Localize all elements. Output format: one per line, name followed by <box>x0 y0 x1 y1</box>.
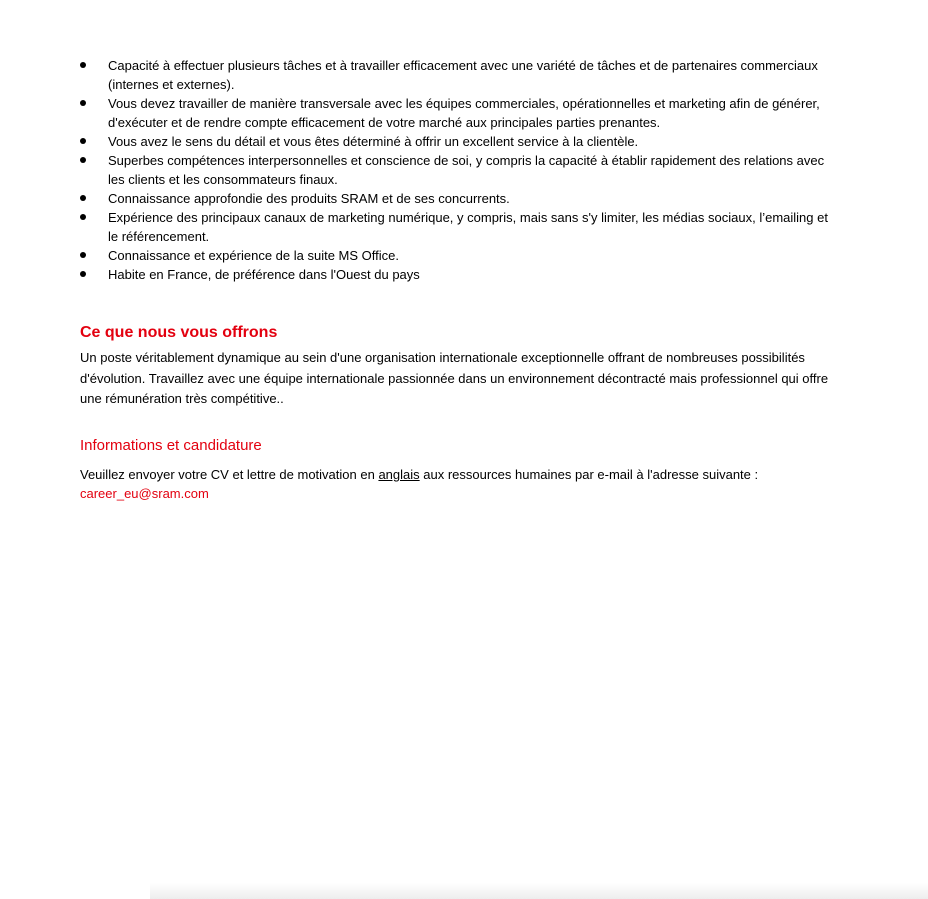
offer-paragraph: Un poste véritablement dynamique au sein d'une organisation internationale exceptionnelle offrant de nombreuses possibilités d'évolution. Travaillez avec une équipe internationale passionnée dans un environnement décontracté mais professionnel qui offre une rémunération très compétitive.. <box>80 350 829 406</box>
list-item-text: Vous devez travailler de manière transversale avec les équipes commerciales, opérationnelles et marketing afin de générer, d'exécuter et de rendre compte efficacement de votre marché aux principales parties prenantes. <box>108 96 820 130</box>
bullet-icon <box>80 62 86 68</box>
list-item-text: Capacité à effectuer plusieurs tâches et à travailler efficacement avec une variété de tâches et de partenaires commerciaux (internes et externes). <box>108 58 818 92</box>
application-text-after: aux ressources humaines par e-mail à l'adresse suivante : <box>419 467 759 482</box>
list-item-text: Expérience des principaux canaux de marketing numérique, y compris, mais sans s'y limiter, les médias sociaux, l’emailing et le référencement. <box>108 210 828 244</box>
list-item <box>80 189 840 208</box>
list-item-text: Superbes compétences interpersonnelles et conscience de soi, y compris la capacité à établir rapidement des relations avec les clients et les consommateurs finaux. <box>108 153 825 187</box>
application-paragraph <box>80 465 860 503</box>
list-item <box>80 246 840 265</box>
application-heading: Informations et candidature <box>80 437 262 454</box>
application-text-before: Veuillez envoyer votre CV et lettre de motivation en <box>80 467 379 482</box>
offer-heading: Ce que nous vous offrons <box>80 324 278 341</box>
bullet-icon <box>80 138 86 144</box>
list-item <box>80 265 840 284</box>
list-item <box>80 56 840 94</box>
list-item-text: Vous avez le sens du détail et vous êtes déterminé à offrir un excellent service à la clientèle. <box>108 134 639 149</box>
language-word: anglais <box>378 467 420 482</box>
bullet-icon <box>80 195 86 201</box>
bullet-icon <box>80 271 86 277</box>
list-item <box>80 94 840 132</box>
page-edge-shadow <box>150 883 928 899</box>
list-item-text: Habite en France, de préférence dans l'Ouest du pays <box>108 267 420 282</box>
bullet-icon <box>80 100 86 106</box>
bullet-icon <box>80 157 86 163</box>
list-item <box>80 151 840 189</box>
requirements-list <box>80 56 840 284</box>
email-address[interactable]: career_eu@sram.com <box>80 486 209 501</box>
list-item <box>80 132 840 151</box>
bullet-icon <box>80 214 86 220</box>
bullet-icon <box>80 252 86 258</box>
list-item-text: Connaissance et expérience de la suite MS Office. <box>108 248 399 263</box>
list-item-text: Connaissance approfondie des produits SRAM et de ses concurrents. <box>108 191 510 206</box>
list-item <box>80 208 840 246</box>
